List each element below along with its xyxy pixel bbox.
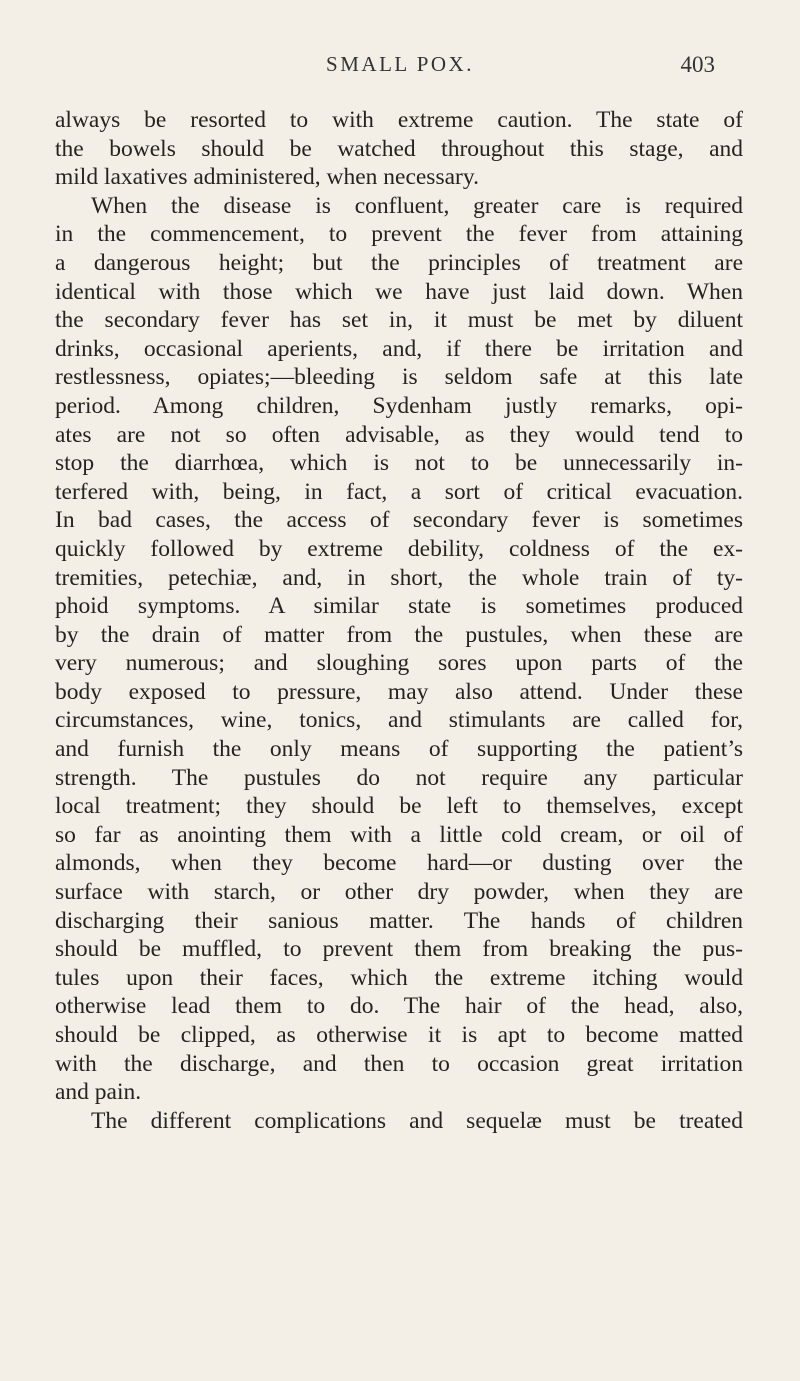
- text-line: almonds, when they become hard—or dusting over the: [55, 850, 743, 877]
- body-text: [55, 106, 743, 1135]
- text-line: tules upon their faces, which the extreme itching would: [55, 964, 743, 991]
- text-line: by the drain of matter from the pustules, when these are: [55, 621, 743, 648]
- text-line: with the discharge, and then to occasion great irritation: [55, 1050, 743, 1077]
- text-line: very numerous; and sloughing sores upon parts of the: [55, 650, 743, 677]
- text-line: the bowels should be watched throughout this stage, and: [55, 135, 743, 162]
- text-line: and furnish the only means of supporting the patient’s: [55, 736, 743, 763]
- page-number: 403: [680, 52, 715, 77]
- running-title: SMALL POX.: [326, 52, 474, 76]
- text-line: stop the diarrhœa, which is not to be unnecessarily in-: [55, 450, 743, 477]
- text-line: the secondary fever has set in, it must be met by diluent: [55, 307, 743, 334]
- text-line: always be resorted to with extreme caution. The state of: [55, 107, 743, 133]
- text-line: In bad cases, the access of secondary fever is sometimes: [55, 507, 743, 534]
- text-line: in the commencement, to prevent the fever from attaining: [55, 221, 743, 248]
- text-line: quickly followed by extreme debility, coldness of the ex-: [55, 535, 743, 562]
- text-line: a dangerous height; but the principles of treatment are: [55, 249, 743, 276]
- text-line: When the disease is confluent, greater care is required: [91, 192, 743, 219]
- text-line: surface with starch, or other dry powder, when they are: [55, 879, 743, 906]
- text-line: circumstances, wine, tonics, and stimulants are called for,: [55, 707, 743, 734]
- text-line: terfered with, being, in fact, a sort of critical evacuation.: [55, 478, 743, 505]
- text-line: strength. The pustules do not require any particular: [55, 764, 743, 791]
- text-line: body exposed to pressure, may also attend. Under these: [55, 678, 743, 705]
- text-line: tremities, petechiæ, and, in short, the whole train of ty-: [55, 564, 743, 591]
- text-line: so far as anointing them with a little cold cream, or oil of: [55, 821, 743, 848]
- text-line: ates are not so often advisable, as they would tend to: [55, 421, 743, 448]
- text-line: discharging their sanious matter. The hands of children: [55, 907, 743, 934]
- text-line: identical with those which we have just laid down. When: [55, 278, 743, 305]
- text-line: otherwise lead them to do. The hair of the head, also,: [55, 993, 743, 1020]
- text-line: The different complications and sequelæ must be treated: [91, 1107, 743, 1134]
- text-line: and pain.: [55, 1079, 142, 1106]
- text-line: should be clipped, as otherwise it is apt to become matted: [55, 1022, 743, 1048]
- text-line: phoid symptoms. A similar state is sometimes produced: [55, 593, 743, 620]
- text-line: mild laxatives administered, when necessary.: [55, 164, 479, 191]
- text-line: restlessness, opiates;—bleeding is seldom safe at this late: [55, 364, 743, 391]
- text-line: local treatment; they should be left to themselves, except: [55, 793, 743, 820]
- text-line: period. Among children, Sydenham justly remarks, opi-: [55, 392, 743, 419]
- text-line: drinks, occasional aperients, and, if there be irritation and: [55, 335, 743, 362]
- running-head: [0, 52, 800, 82]
- text-line: should be muffled, to prevent them from breaking the pus-: [55, 936, 743, 963]
